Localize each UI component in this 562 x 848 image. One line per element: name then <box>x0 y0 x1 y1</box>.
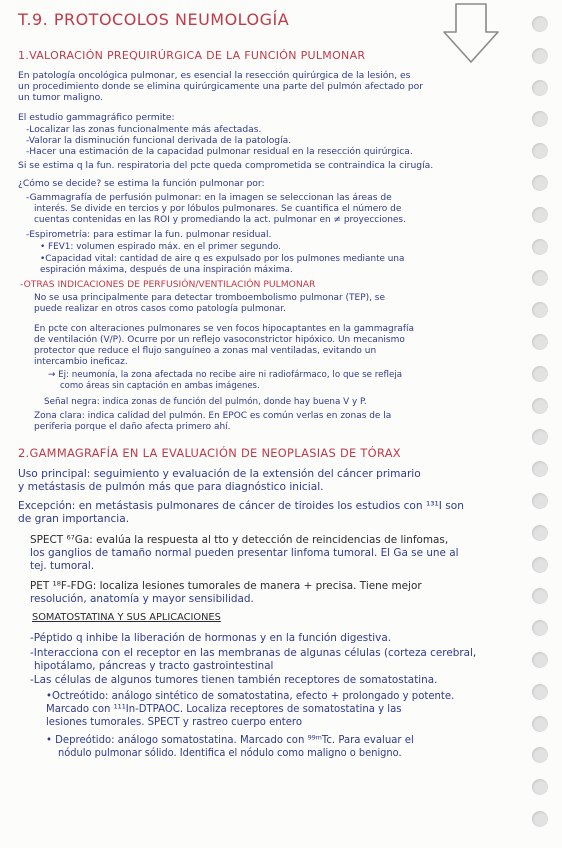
text-line: En pcte con alteraciones pulmonares se ven focos hipocaptantes en la gammagrafía <box>34 323 415 334</box>
binder-hole-icon <box>532 334 548 350</box>
binder-hole-icon <box>532 239 548 255</box>
binder-hole-icon <box>532 747 548 763</box>
binder-hole-icon <box>532 620 548 636</box>
binder-hole-icon <box>532 811 548 827</box>
binder-hole-icon <box>532 143 548 159</box>
binder-hole-icon <box>532 493 548 509</box>
text-line: los ganglios de tamaño normal pueden presentar linfoma tumoral. El Ga se une al <box>30 547 459 559</box>
binder-hole-icon <box>532 716 548 732</box>
text-line: -Hacer una estimación de la capacidad pulmonar residual en la resección quirúrgica. <box>26 146 413 157</box>
text-line: lesiones tumorales. SPECT y rastreo cuerpo entero <box>46 716 303 728</box>
binder-hole-icon <box>532 302 548 318</box>
text-line: hipotálamo, páncreas y tracto gastrointestinal <box>34 660 274 672</box>
text-line: tej. tumoral. <box>30 560 95 572</box>
text-line: -Las células de algunos tumores tienen también receptores de somatostatina. <box>30 674 438 686</box>
text-line: -Gammagrafía de perfusión pulmonar: en la imagen se seleccionan las áreas de <box>26 192 392 203</box>
binder-holes <box>530 8 552 840</box>
text-line: Señal negra: indica zonas de función del pulmón, donde hay buena V y P. <box>44 396 367 407</box>
binder-hole-icon <box>532 525 548 541</box>
text-line: Si se estima q la fun. respiratoria del pcte queda comprometida se contraindica la cirugía. <box>18 160 434 171</box>
text-line: •Octreótido: análogo sintético de somatostatina, efecto + prolongado y potente. <box>46 690 455 702</box>
text-line: cuentas contenidas en las ROI y promediando la act. pulmonar en ≠ proyecciones. <box>34 214 406 225</box>
text-line: interés. Se divide en tercios y por lóbulos pulmonares. Se cuantifica el número de <box>34 203 402 214</box>
binder-hole-icon <box>532 175 548 191</box>
text-line: puede realizar en otros casos como patología pulmonar. <box>34 303 286 314</box>
text-line: -Valorar la disminución funcional derivada de la patología. <box>26 135 292 146</box>
text-line: Marcado con ¹¹¹In-DTPAOC. Localiza receptores de somatostatina y las <box>46 703 402 715</box>
binder-hole-icon <box>532 16 548 32</box>
binder-hole-icon <box>532 557 548 573</box>
text-line: SPECT ⁶⁷Ga: evalúa la respuesta al tto y detección de reincidencias de linfomas, <box>30 534 449 546</box>
text-line: Zona clara: indica calidad del pulmón. En EPOC es común verlas en zonas de la <box>34 410 392 421</box>
section-1-subheading: -OTRAS INDICACIONES DE PERFUSIÓN/VENTILACIÓN PULMONAR <box>20 279 316 290</box>
text-line: •Capacidad vital: cantidad de aire q es expulsado por los pulmones mediante una <box>40 253 405 264</box>
text-line: de gran importancia. <box>18 513 130 525</box>
text-line: resolución, anatomía y mayor sensibilidad. <box>30 593 254 605</box>
text-line: → Ej: neumonía, la zona afectada no recibe aire ni radiofármaco, lo que se refleja <box>48 369 403 380</box>
section-2-subheading: SOMATOSTATINA Y SUS APLICACIONES <box>32 612 221 623</box>
text-line: No se usa principalmente para detectar tromboembolismo pulmonar (TEP), se <box>34 292 385 303</box>
binder-hole-icon <box>532 48 548 64</box>
text-line: ¿Cómo se decide? se estima la función pulmonar por: <box>18 178 265 189</box>
text-line: y metástasis de pulmón más que para diagnóstico inicial. <box>18 481 324 493</box>
text-line: Uso principal: seguimiento y evaluación de la extensión del cáncer primario <box>18 468 421 480</box>
text-line: Excepción: en metástasis pulmonares de cáncer de tiroides los estudios con ¹³¹I son <box>18 500 464 512</box>
binder-hole-icon <box>532 429 548 445</box>
section-1-heading: 1.VALORACIÓN PREQUIRÚRGICA DE LA FUNCIÓN PULMONAR <box>18 49 366 62</box>
text-line: espiración máxima, después de una inspiración máxima. <box>40 264 293 275</box>
text-line: periferia porque el daño afecta primero ahí. <box>34 421 231 432</box>
text-line: -Péptido q inhibe la liberación de hormonas y en la función digestiva. <box>30 632 392 644</box>
text-line: -Espirometría: para estimar la fun. pulmonar residual. <box>26 229 272 240</box>
text-line: En patología oncológica pulmonar, es esencial la resección quirúrgica de la lesión, es <box>18 70 411 81</box>
page-title: T.9. PROTOCOLOS NEUMOLOGÍA <box>18 10 290 29</box>
text-line: -Localizar las zonas funcionalmente más afectadas. <box>26 124 262 135</box>
text-line: protector que reduce el flujo sanguíneo a zonas mal ventiladas, evitando un <box>34 345 377 356</box>
section-2-heading: 2.GAMMAGRAFÍA EN LA EVALUACIÓN DE NEOPLASIAS DE TÓRAX <box>18 446 401 460</box>
binder-hole-icon <box>532 779 548 795</box>
binder-hole-icon <box>532 588 548 604</box>
text-line: El estudio gammagráfico permite: <box>18 112 175 123</box>
binder-hole-icon <box>532 111 548 127</box>
text-line: intercambio ineficaz. <box>34 356 128 367</box>
binder-hole-icon <box>532 80 548 96</box>
binder-hole-icon <box>532 684 548 700</box>
text-line: un tumor maligno. <box>18 92 103 103</box>
text-line: de ventilación (V/P). Ocurre por un reflejo vasoconstrictor hipóxico. Un mecanismo <box>34 334 405 345</box>
text-line: -Interacciona con el receptor en las membranas de algunas células (corteza cerebral, <box>30 647 477 659</box>
text-line: • FEV1: volumen espirado máx. en el primer segundo. <box>40 241 281 252</box>
text-line: PET ¹⁸F-FDG: localiza lesiones tumorales de manera + precisa. Tiene mejor <box>30 580 422 592</box>
binder-hole-icon <box>532 398 548 414</box>
binder-hole-icon <box>532 652 548 668</box>
text-line: como áreas sin captación en ambas imágenes. <box>60 380 260 391</box>
text-line: nódulo pulmonar sólido. Identifica el nódulo como maligno o benigno. <box>58 747 402 759</box>
binder-hole-icon <box>532 366 548 382</box>
binder-hole-icon <box>532 461 548 477</box>
text-line: un procedimiento donde se elimina quirúrgicamente una parte del pulmón afectado por <box>18 81 424 92</box>
binder-hole-icon <box>532 207 548 223</box>
text-line: • Depreótido: análogo somatostatina. Marcado con ⁹⁹ᵐTc. Para evaluar el <box>46 734 414 746</box>
binder-hole-icon <box>532 270 548 286</box>
